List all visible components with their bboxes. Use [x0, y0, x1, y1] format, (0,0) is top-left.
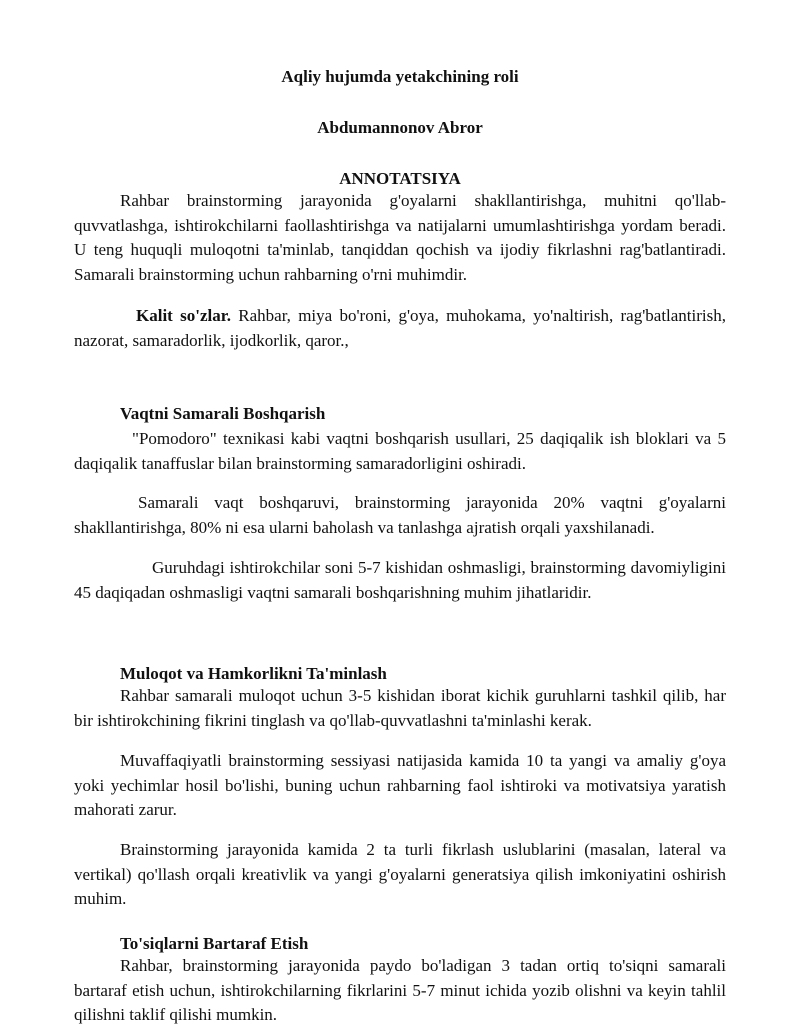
section-heading: To'siqlarni Bartaraf Etish — [120, 934, 309, 953]
annotation-heading: ANNOTATSIYA — [339, 169, 461, 188]
section-paragraph: "Pomodoro" texnikasi kabi vaqtni boshqarish usullari, 25 daqiqalik ish bloklari va 5 daqiqalik tanaffuslar bilan brainstorming samaradorligini oshiradi. — [74, 429, 726, 473]
section-paragraph: Muvaffaqiyatli brainstorming sessiyasi natijasida kamida 10 ta yangi va amaliy g'oya yoki yechimlar hosil bo'lishi, buning uchun rahbarning faol ishtiroki va motivatsiya yaratish mahorati zarur. — [74, 751, 726, 819]
section-paragraph: Samarali vaqt boshqaruvi, brainstorming jarayonida 20% vaqtni g'oyalarni shakllantirishga, 80% ni esa ularni baholash va tanlashga ajratish orqali yaxshilanadi. — [74, 493, 726, 537]
section-paragraph: Rahbar samarali muloqot uchun 3-5 kishidan iborat kichik guruhlarni tashkil qilib, har bir ishtirokchining fikrini tinglash va qo'llab-quvvatlashni ta'minlashi kerak. — [74, 686, 726, 730]
keywords-label: Kalit so'zlar. — [136, 306, 231, 325]
keywords-text: Rahbar, miya bo'roni, g'oya, muhokama, yo'naltirish, rag'batlantirish, nazorat, samaradorlik, ijodkorlik, qaror., — [74, 306, 727, 350]
section-heading: Muloqot va Hamkorlikni Ta'minlash — [120, 664, 387, 683]
section-heading: Vaqtni Samarali Boshqarish — [120, 404, 326, 423]
document-title: Aqliy hujumda yetakchining roli — [281, 67, 519, 86]
section-paragraph: Brainstorming jarayonida kamida 2 ta turli fikrlash uslublarini (masalan, lateral va vertikal) qo'llash orqali kreativlik va yangi g'oyalarni generatsiya qilish imkoniyatini oshirish muhim. — [74, 840, 726, 908]
keywords-paragraph — [74, 304, 726, 353]
section-paragraph: Rahbar, brainstorming jarayonida paydo bo'ladigan 3 tadan ortiq to'siqni samarali bartaraf etish uchun, ishtirokchilarning fikrlarini 5-7 minut ichida yozib olishni va keyin tahlil qilishni taklif qilishi mumkin. — [74, 956, 726, 1024]
section-paragraph: Guruhdagi ishtirokchilar soni 5-7 kishidan oshmasligi, brainstorming davomiyligini 45 daqiqadan oshmasligi vaqtni samarali boshqarishning muhim jihatlaridir. — [74, 558, 726, 602]
annotation-paragraph: Rahbar brainstorming jarayonida g'oyalarni shakllantirishga, muhitni qo'llab-quvvatlashga, ishtirokchilarni faollashtirishga va natijalarni umumlashtirishga yordam beradi. U teng huquqli muloqotni ta'minlab, tanqiddan qochish va ijodiy fikrlashni rag'batlantiradi. Samarali brainstorming uchun rahbarning o'rni muhimdir. — [74, 191, 726, 284]
author-name: Abdumannonov Abror — [317, 118, 483, 137]
